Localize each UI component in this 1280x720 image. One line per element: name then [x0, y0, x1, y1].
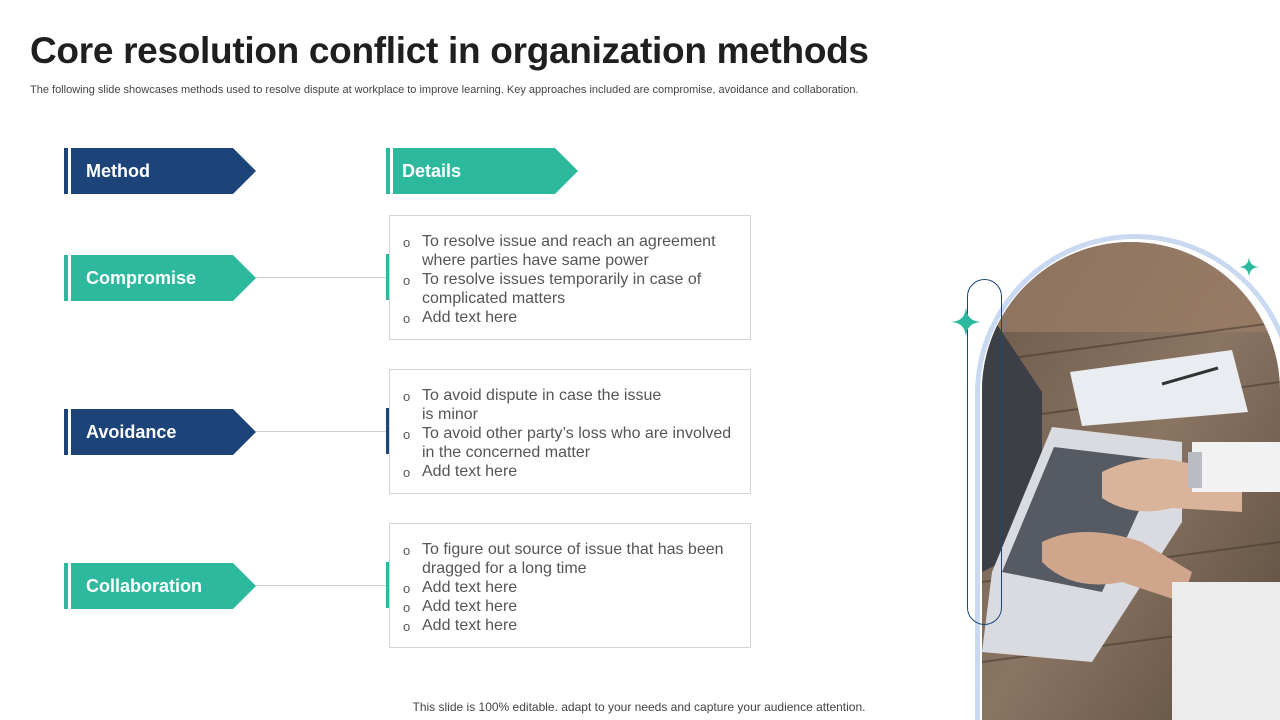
- detail-item: o To avoid dispute in case the issue is minor: [402, 386, 672, 424]
- row-connector: [256, 431, 387, 432]
- details-box-collaboration: [389, 523, 751, 648]
- detail-item: o Add text here: [402, 308, 734, 327]
- detail-item: o To figure out source of issue that has been dragged for a long time: [402, 540, 734, 578]
- laptop-photo: [982, 242, 1280, 720]
- laptop-photo-illustration: [982, 242, 1280, 720]
- footer-text: This slide is 100% editable. adapt to your needs and capture your audience attention.: [412, 700, 866, 714]
- method-header-label: Method: [86, 160, 150, 181]
- slide-footer: [0, 700, 1280, 714]
- detail-item: o Add text here: [402, 597, 734, 616]
- detail-item: o To resolve issue and reach an agreement where parties have same power: [402, 232, 734, 270]
- method-label-collaboration: Collaboration: [86, 575, 202, 596]
- method-header-bar: [64, 148, 68, 194]
- detail-item: o To avoid other party’s loss who are involved in the concerned matter: [402, 424, 734, 462]
- row-connector: [256, 277, 387, 278]
- details-box-avoidance: [389, 369, 751, 494]
- slide-subtitle: The following slide showcases methods used to resolve dispute at workplace to improve learning. Key approaches included are compromise, avoidance and collaboration.: [30, 84, 859, 96]
- detail-item: o Add text here: [402, 578, 734, 597]
- method-tag-bar: [64, 255, 68, 301]
- details-header-label: Details: [402, 160, 462, 181]
- details-box-compromise: [389, 215, 751, 340]
- method-tag-bar: [64, 409, 68, 455]
- sparkle-icon: [951, 307, 981, 337]
- details-header-bar: [386, 148, 390, 194]
- row-connector: [256, 585, 387, 586]
- method-tag-compromise: [64, 255, 256, 301]
- method-tag-collaboration: [64, 563, 256, 609]
- detail-item: o Add text here: [402, 616, 734, 635]
- method-label-avoidance: Avoidance: [86, 421, 177, 442]
- detail-item: o To resolve issues temporarily in case of complicated matters: [402, 270, 734, 308]
- sparkle-icon: [1239, 257, 1259, 277]
- method-label-compromise: Compromise: [86, 267, 197, 288]
- method-tag-bar: [64, 563, 68, 609]
- method-tag-avoidance: [64, 409, 256, 455]
- slide-title: Core resolution conflict in organization methods: [30, 30, 869, 71]
- detail-item: o Add text here: [402, 462, 734, 481]
- method-header-tag: [64, 148, 256, 194]
- details-header-tag: [386, 148, 578, 194]
